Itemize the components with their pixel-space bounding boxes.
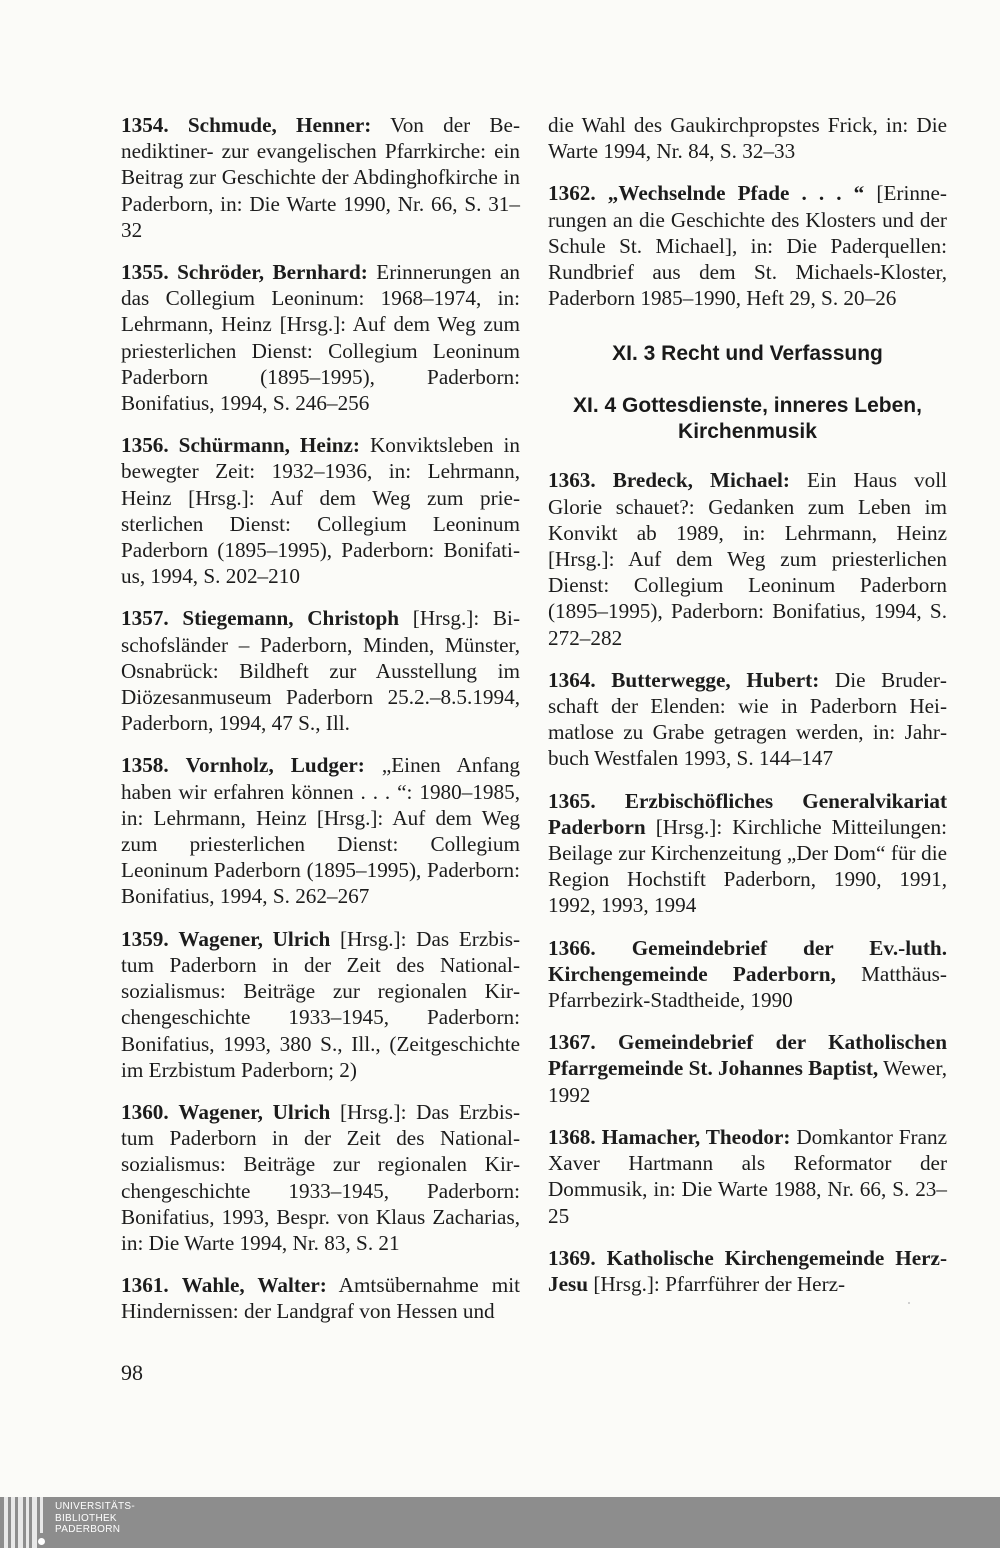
entry-number: 1359. xyxy=(121,926,169,951)
entry-text: Amtsübernahme mit Hindernissen: der Landgraf von Hessen und xyxy=(121,1273,520,1324)
entry-text: Konviktsleben in bewegter Zeit: 1932–1936, in: Lehrmann, Heinz [Hrsg.]: Auf dem Weg zum priesterlichen Dienst: Collegium Leoninum Paderborn (1895–1995), Paderborn: Bonifatius, 1994, S. 202–210 xyxy=(121,433,521,589)
entry-number: 1362. xyxy=(548,181,596,206)
bib-entry-1362 xyxy=(548,180,947,311)
bib-entry-1364 xyxy=(548,667,947,772)
section-heading-recht-und-verfassung: XI. 3 Recht und Verfassung xyxy=(612,342,883,366)
entry-number: 1365. xyxy=(548,788,596,813)
left-column xyxy=(121,112,520,1341)
entry-text: „Einen Anfang haben wir erfahren können . . . “: 1980–1985, in: Lehrmann, Heinz [Hrsg.]: Auf dem Weg zum priesterlichen Dienst: Collegium Leoninum Paderborn (1895–1995), Paderborn: Bonifatius, 1994, S. 262–267 xyxy=(121,753,521,909)
library-footer-bar xyxy=(0,1497,1000,1548)
entry-author: Katholische Kirchengemeinde Herz-Jesu xyxy=(548,1245,947,1296)
bib-entry-1360 xyxy=(121,1099,520,1256)
entry-author: Gemeindebrief der Ev.-luth. Kirchengemeinde Paderborn, xyxy=(548,935,947,986)
scan-speck xyxy=(908,1302,910,1304)
bib-entry-1368 xyxy=(548,1124,947,1229)
entry-text: Matthäus-Pfarrbezirk-Stadtheide, 1990 xyxy=(548,961,947,1013)
entry-number: 1369. xyxy=(548,1245,596,1270)
entry-text: Domkantor Franz Xaver Hartmann als Reformator der Dommusik, in: Die Warte 1988, Nr. 66, S. 23–25 xyxy=(548,1124,948,1228)
entry-author: Stiegemann, Christoph xyxy=(182,606,400,631)
bib-entry-1359 xyxy=(121,926,520,1083)
entry-text: [Hrsg.]: Kirchliche Mitteilungen: Beilage zur Kirchenzeitung „Der Dom“ für die Region Hochstift Paderborn, 1990, 1991, 1992, 1993, 1994 xyxy=(548,814,947,918)
logo-dot-icon xyxy=(38,1538,45,1545)
entry-text: Die Bruderschaft der Elenden: wie in Paderborn Heimatlose zu Grabe getragen werden, in: Jahrbuch Westfalen 1993, S. 144–147 xyxy=(548,667,947,771)
entry-author: „Wechselnde Pfade . . . “ xyxy=(607,181,865,206)
entry-author: Schröder, Bernhard: xyxy=(177,260,368,285)
bib-entry-1361-continuation: die Wahl des Gaukirchpropstes Frick, in: Die Warte 1994, Nr. 84, S. 32–33 xyxy=(548,113,947,164)
entry-author: Wagener, Ulrich xyxy=(178,1099,331,1124)
bib-entry-1354 xyxy=(121,112,520,243)
entry-text: [Hrsg.]: Das Erzbistum Paderborn in der Zeit des Nationalsozialismus: Beiträge zur regionalen Kirchengeschichte 1933–1945, Paderborn: Bonifatius, 1993, Bespr. von Klaus Zacharias, in: Die Warte 1994, Nr. 83, S. 21 xyxy=(121,1099,521,1255)
bib-entry-1365 xyxy=(548,788,947,919)
entry-number: 1357. xyxy=(121,606,169,631)
bib-entry-1363 xyxy=(548,467,947,650)
entry-text: [Hrsg.]: Das Erzbistum Paderborn in der Zeit des Nationalsozialismus: Beiträge zur regionalen Kirchengeschichte 1933–1945, Paderborn: Bonifatius, 1993, 380 S., Ill., (Zeitgeschichte im Erzbistum Paderborn; 2) xyxy=(121,926,521,1082)
bib-entry-1366 xyxy=(548,935,947,1014)
page-number: 98 xyxy=(121,1360,143,1385)
section-heading-line: XI. 4 Gottesdienste, inneres Leben, xyxy=(573,394,922,418)
entry-text: [Hrsg.]: Pfarrführer der Herz- xyxy=(588,1271,846,1296)
entry-number: 1361. xyxy=(121,1273,169,1298)
bib-entry-1355 xyxy=(121,259,520,416)
entry-author: Hamacher, Theodor: xyxy=(601,1124,791,1149)
logo-line: PADERBORN xyxy=(55,1524,121,1535)
logo-line: BIBLIOTHEK xyxy=(55,1512,117,1524)
bib-entry-1361 xyxy=(121,1272,520,1324)
section-heading-gottesdienste xyxy=(548,393,947,445)
entry-author: Schmude, Henner: xyxy=(187,113,372,137)
entry-number: 1354. xyxy=(121,113,169,137)
library-logo-text xyxy=(55,1501,135,1536)
bib-entry-1356 xyxy=(121,432,520,589)
entry-number: 1367. xyxy=(548,1030,596,1055)
entry-text: Von der Benediktiner- zur evangelischen Pfarrkirche: ein Beitrag zur Geschichte der Abdinghofkirche in Paderborn, in: Die Warte 1990, Nr. 66, S. 31–32 xyxy=(121,113,520,242)
entry-author: Schürmann, Heinz: xyxy=(178,433,360,458)
entry-number: 1363. xyxy=(548,468,596,493)
logo-line: UNIVERSITÄTS- xyxy=(55,1501,136,1512)
section-heading-line: Kirchenmusik xyxy=(678,420,817,444)
entry-number: 1364. xyxy=(548,667,596,692)
entry-author: Butterwegge, Hubert: xyxy=(611,667,820,692)
bib-entry-1367 xyxy=(548,1029,947,1108)
entry-number: 1358. xyxy=(121,753,169,778)
bib-entry-1369 xyxy=(548,1245,947,1297)
entry-number: 1355. xyxy=(121,260,169,285)
entry-author: Wahle, Walter: xyxy=(181,1273,327,1298)
entry-text: Erinnerungen an das Collegium Leoninum: 1968–1974, in: Lehrmann, Heinz [Hrsg.]: Auf dem Weg zum priesterlichen Dienst: Collegium Leoninum Paderborn (1895–1995), Paderborn: Bonifatius, 1994, S. 246–256 xyxy=(121,260,520,416)
right-column xyxy=(548,112,947,1313)
entry-text: [Erinnerungen an die Geschichte des Klosters und der Schule St. Michael], in: Die Paderquellen: Rundbrief aus dem St. Michaels-Kloster, Paderborn 1985–1990, Heft 29, S. 20–26 xyxy=(548,181,947,311)
entry-text: [Hrsg.]: Bischofsländer – Paderborn, Minden, Münster, Osnabrück: Bildheft zur Ausstellung im Diözesanmuseum Paderborn 25.2.–8.5.1994, Paderborn, 1994, 47 S., Ill. xyxy=(121,606,521,736)
entry-text: Wewer, 1992 xyxy=(548,1056,947,1107)
entry-author: Gemeindebrief der Katholischen Pfarrgemeinde St. Johannes Baptist, xyxy=(548,1030,947,1081)
library-logo-icon xyxy=(0,1497,60,1548)
entry-number: 1360. xyxy=(121,1099,169,1124)
entry-author: Wagener, Ulrich xyxy=(178,926,331,951)
entry-number: 1366. xyxy=(548,935,596,960)
bib-entry-1357 xyxy=(121,605,520,736)
bib-entry-1358 xyxy=(121,752,520,909)
entry-number: 1368. xyxy=(548,1124,596,1149)
entry-text: Ein Haus voll Glorie schauet?: Gedanken zum Leben im Konvikt ab 1989, in: Lehrmann, Heinz [Hrsg.]: Auf dem Weg zum priesterlichen Dienst: Collegium Leoninum Paderborn (1895–1995), Paderborn: Bonifatius, 1994, S. 272–282 xyxy=(548,468,947,650)
entry-author: Vornholz, Ludger: xyxy=(185,753,365,778)
entry-author: Bredeck, Michael: xyxy=(612,468,790,493)
entry-number: 1356. xyxy=(121,433,169,458)
entry-author: Erzbischöfliches Generalvikariat Paderborn xyxy=(548,788,948,839)
